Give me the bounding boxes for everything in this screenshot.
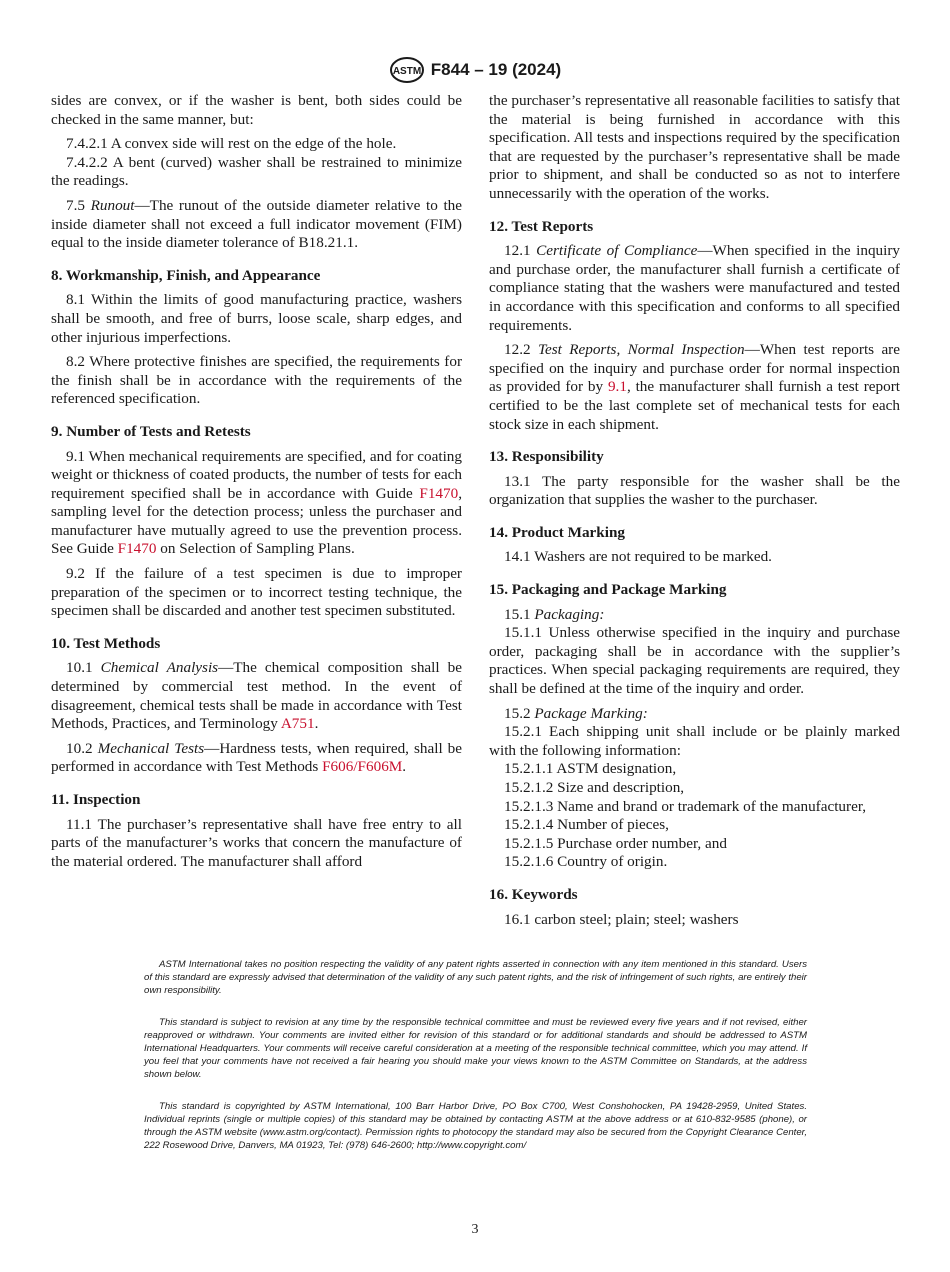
standard-designation: F844 – 19 (2024) — [430, 60, 562, 79]
paragraph-11-1: 11.1 The purchaser’s representative shall have free entry to all parts of the manufacturer’s works that concern the manufacture of the material ordered. The manufacturer shall afford — [51, 815, 462, 870]
page-header — [0, 56, 950, 84]
paragraph-10-1: 10.1 Chemical Analysis—The chemical composition shall be determined by commercial test method. In the event of disagreement, chemical tests shall be made in accordance with Test Methods, Practices, and Terminology A751. — [51, 659, 462, 733]
link-a751[interactable]: A751 — [280, 715, 315, 733]
astm-logo-icon — [389, 56, 425, 84]
link-9-1[interactable]: 9.1 — [607, 378, 627, 396]
paragraph-7-4-2-2: 7.4.2.2 A bent (curved) washer shall be restrained to minimize the readings. — [51, 153, 462, 190]
footer-notes — [144, 958, 807, 1170]
paragraph-8-1: 8.1 Within the limits of good manufacturing practice, washers shall be smooth, and free of burrs, loose scale, sharp edges, and other injurious imperfections. — [51, 291, 462, 346]
marking-list — [489, 760, 900, 872]
paragraph-15-1: 15.1 Packaging: — [504, 605, 605, 623]
paragraph-16-1: 16.1 carbon steel; plain; steel; washers — [504, 910, 739, 928]
list-item: 15.2.1.4 Number of pieces, — [504, 816, 669, 834]
list-item: 15.2.1.3 Name and brand or trademark of the manufacturer, — [504, 797, 867, 815]
paragraph-13-1: 13.1 The party responsible for the washer shall be the organization that supplies the washer to the purchaser. — [489, 472, 900, 509]
left-column — [51, 92, 462, 877]
list-item: 15.2.1.1 ASTM designation, — [504, 760, 677, 778]
paragraph-12-2: 12.2 Test Reports, Normal Inspection—When test reports are specified on the inquiry and purchase order for normal inspection as provided for by 9.1, the manufacturer shall furnish a test report certified to be the last complete set of mechanical tests for each stock size in each shipment. — [489, 341, 901, 433]
section-16-heading: 16. Keywords — [489, 885, 578, 903]
paragraph-7-4-2-1: 7.4.2.1 A convex side will rest on the edge of the hole. — [66, 135, 397, 153]
list-item: 15.2.1.6 Country of origin. — [504, 853, 668, 871]
right-column — [489, 92, 900, 935]
section-11-heading: 11. Inspection — [51, 791, 141, 808]
paragraph-15-1-1: 15.1.1 Unless otherwise specified in the inquiry and purchase order, packaging shall be in accordance with the supplier’s practices. When special packaging requirements are required, they shall be defined at the time of the inquiry and order. — [489, 624, 900, 698]
page-number: 3 — [471, 1222, 479, 1237]
paragraph-12-1: 12.1 Certificate of Compliance—When specified in the inquiry and purchase order, the manufacturer shall furnish a certificate of compliance stating that the washers were manufactured and tested in accordance with this specification and conforms to all specified requirements. — [489, 242, 901, 334]
revision-notice: This standard is subject to revision at any time by the responsible technical committee and must be reviewed every five years and if not revised, either reapproved or withdrawn. Your comments are invited either for revision of this standard or for additional standards and should be addressed to ASTM International Headquarters. Your comments will receive careful consideration at a meeting of the responsible technical committee, which you may attend. If you feel that your comments have not received a fair hearing you should make your views known to the ASTM Committee on Standards, at the address shown below. — [144, 1016, 807, 1081]
svg-text:ASTM: ASTM — [392, 66, 421, 77]
paragraph-10-2: 10.2 Mechanical Tests—Hardness tests, when required, shall be performed in accordance with Test Methods F606/F606M. — [51, 739, 463, 776]
paragraph-15-2-1: 15.2.1 Each shipping unit shall include or be plainly marked with the following information: — [489, 723, 900, 759]
section-12-heading: 12. Test Reports — [489, 217, 594, 235]
paragraph-7-5: 7.5 Runout—The runout of the outside diameter relative to the inside diameter shall not exceed a full indicator movement (FIM) equal to the inside diameter tolerance of B18.21.1. — [51, 196, 462, 252]
section-15-heading: 15. Packaging and Package Marking — [489, 581, 727, 599]
paragraph-15-2: 15.2 Package Marking: — [504, 704, 648, 722]
paragraph-8-2: 8.2 Where protective finishes are specified, the requirements for the finish shall be in accordance with the requirements of the referenced specification. — [51, 353, 462, 408]
link-f1470[interactable]: F1470 — [419, 484, 459, 502]
patent-notice: ASTM International takes no position respecting the validity of any patent rights asserted in connection with any item mentioned in this standard. Users of this standard are expressly advised that determination of the validity of any such patent rights, and the risk of infringement of such rights, are entirely their own responsibility. — [144, 959, 807, 997]
link-f606[interactable]: F606/F606M — [322, 758, 403, 776]
list-item: 15.2.1.2 Size and description, — [504, 779, 685, 796]
list-item: 15.2.1.5 Purchase order number, and — [504, 834, 727, 852]
copyright-notice: This standard is copyrighted by ASTM International, 100 Barr Harbor Drive, PO Box C700, West Conshohocken, PA 19428-2959, United States. Individual reprints (single or multiple copies) of this standard may be obtained by contacting ASTM at the above address or at 610-832-9585 (phone), or through the ASTM website (www.astm.org/contact). Permission rights to photocopy the standard may also be secured from the Copyright Clearance Center, 222 Rosewood Drive, Danvers, MA 01923, Tel: (978) 646-2600; http://www.copyright.com/ — [144, 1100, 807, 1152]
section-10-heading: 10. Test Methods — [51, 634, 161, 652]
paragraph-14-1: 14.1 Washers are not required to be marked. — [504, 548, 772, 566]
section-8-heading: 8. Workmanship, Finish, and Appearance — [51, 266, 321, 284]
paragraph-9-1: 9.1 When mechanical requirements are specified, and for coating weight or thickness of coated products, the number of tests for each requirement specified shall be in accordance with Guide F1470, sampling level for the detection process; unless the purchaser and manufacturer have mutually agreed to use the prevention process. See Guide F1470 on Selection of Sampling Plans. — [51, 447, 462, 558]
paragraph-7-4-continued: sides are convex, or if the washer is bent, both sides could be checked in the same manner, but: — [51, 92, 462, 128]
link-f1470-2[interactable]: F1470 — [117, 540, 157, 558]
section-14-heading: 14. Product Marking — [489, 523, 625, 541]
section-9-heading: 9. Number of Tests and Retests — [51, 422, 251, 440]
paragraph-9-2: 9.2 If the failure of a test specimen is due to improper preparation of the specimen or to incorrect testing technique, the specimen shall be discarded and another test specimen substituted. — [51, 565, 462, 620]
paragraph-11-1-continued: the purchaser’s representative all reasonable facilities to satisfy that the material is being furnished in accordance with this specification. All tests and inspections required by the specification that are requested by the purchaser’s representative shall be made prior to shipment, and shall be conducted so as not to interfere unnecessarily with the operation of the works. — [489, 92, 900, 202]
section-13-heading: 13. Responsibility — [489, 448, 604, 466]
